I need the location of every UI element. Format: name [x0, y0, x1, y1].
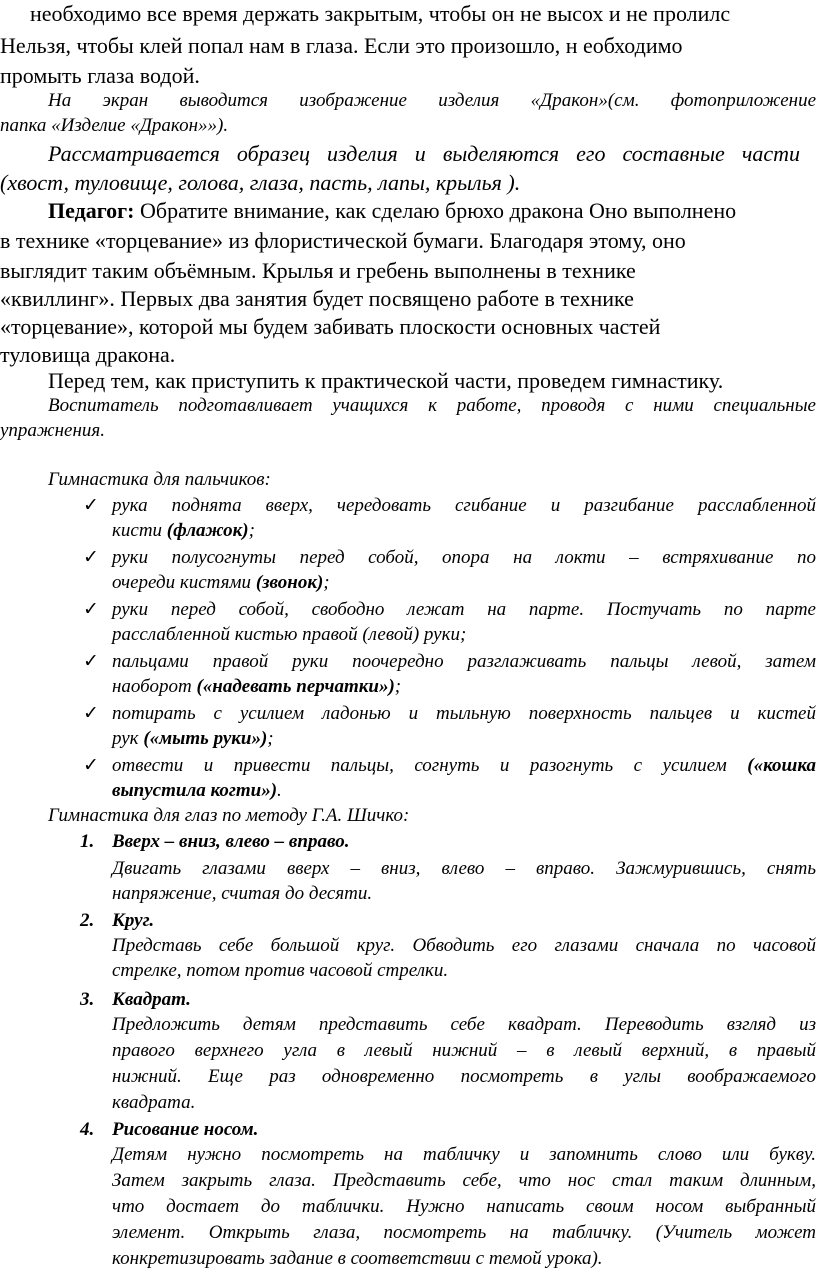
finger-gym-title: Гимнастика для пальчиков: — [48, 469, 271, 490]
teacher-line-2: в технике «торцевание» из флористической бумаги. Благодаря этому, оно — [0, 228, 686, 253]
eye-item-4-heading: Рисование носом. — [112, 1119, 259, 1140]
teacher-line-3: выглядит таким объёмным. Крылья и гребень выполнены в технике — [0, 258, 636, 283]
eye-item-1-line-2: напряжение, считая до десяти. — [112, 883, 373, 904]
intro-line-3: промыть глаза водой. — [0, 63, 200, 88]
eye-item-3-number: 3. — [80, 989, 95, 1010]
teacher-label: Педагог: — [48, 198, 135, 223]
eye-item-2-line-1: Представь себе большой круг. Обводить его глазами сначала по часовой — [112, 935, 816, 956]
checkmark-icon: ✓ — [83, 754, 99, 776]
eye-item-4-line-4: элемент. Открыть глаза, посмотреть на табличку. (Учитель может — [112, 1222, 816, 1243]
eye-item-4-line-1: Детям нужно посмотреть на табличку и запомнить слово или букву. — [112, 1144, 816, 1165]
finger-item-4-line-2: наоборот («надевать перчатки»); — [112, 676, 402, 697]
eye-item-1-heading: Вверх – вниз, влево – вправо. — [112, 831, 350, 852]
parts-note-line-1: Рассматривается образец изделия и выделяются его составные части — [48, 141, 800, 166]
parts-note-line-2: (хвост, туловище, голова, глаза, пасть, лапы, крылья ). — [0, 170, 521, 195]
finger-item-2-line-2: очереди кистями (звонок); — [112, 572, 330, 593]
finger-item-1-line-2: кисти (флажок); — [112, 520, 255, 541]
eye-item-4-line-3: что достает до таблички. Нужно написать своим носом выбранный — [112, 1196, 816, 1217]
checkmark-icon: ✓ — [83, 702, 99, 724]
finger-item-1-line-1: рука поднята вверх, чередовать сгибание и разгибание расслабленной — [112, 495, 816, 516]
eye-gym-title: Гимнастика для глаз по методу Г.А. Шичко: — [48, 805, 410, 826]
teacher-line-6: туловища дракона. — [0, 342, 176, 367]
finger-item-6-line-1: отвести и привести пальцы, согнуть и разогнуть с усилием («кошка — [112, 755, 816, 776]
teacher-line-7: Перед тем, как приступить к практической части, проведем гимнастику. — [48, 368, 724, 393]
finger-item-5-line-2: рук («мыть руки»); — [112, 728, 274, 749]
teacher-line-1 — [48, 197, 736, 225]
finger-item-4-line-1: пальцами правой руки поочередно разглаживать пальцы левой, затем — [112, 651, 816, 672]
educator-note-line-2: упражнения. — [0, 420, 105, 441]
eye-item-2-line-2: стрелке, потом против часовой стрелки. — [112, 960, 449, 981]
eye-item-3-line-1: Предложить детям представить себе квадрат. Переводить взгляд из — [112, 1014, 816, 1035]
finger-item-2-line-1: руки полусогнуты перед собой, опора на локти – встряхивание по — [112, 547, 816, 568]
teacher-line-5: «торцевание», которой мы будем забивать плоскости основных частей — [0, 314, 661, 339]
screen-note-line-2: папка «Изделие «Дракон»»). — [0, 115, 229, 136]
eye-item-2-number: 2. — [80, 910, 95, 931]
checkmark-icon: ✓ — [83, 494, 99, 516]
eye-item-3-line-3: нижний. Еще раз одновременно посмотреть в углы воображаемого — [112, 1066, 816, 1087]
intro-line-1: необходимо все время держать закрытым, чтобы он не высох и не пролилс — [30, 1, 731, 26]
finger-item-3-line-2: расслабленной кистью правой (левой) руки; — [112, 624, 467, 645]
screen-note-line-1: На экран выводится изображение изделия «Дракон»(см. фотоприложение — [48, 90, 816, 111]
eye-item-4-number: 4. — [80, 1119, 95, 1140]
eye-item-3-line-4: квадрата. — [112, 1092, 196, 1113]
eye-item-3-line-2: правого верхнего угла в левый нижний – в левый верхний, в правый — [112, 1040, 816, 1061]
teacher-line-4: «квиллинг». Первых два занятия будет посвящено работе в технике — [0, 286, 634, 311]
eye-item-4-line-2: Затем закрыть глаза. Представить себе, что нос стал таким длинным, — [112, 1170, 816, 1191]
finger-item-5-line-1: потирать с усилием ладонью и тыльную поверхность пальцев и кистей — [112, 703, 816, 724]
finger-item-3-line-1: руки перед собой, свободно лежат на парте. Постучать по парте — [112, 599, 816, 620]
checkmark-icon: ✓ — [83, 650, 99, 672]
eye-item-3-heading: Квадрат. — [112, 989, 191, 1010]
eye-item-2-heading: Круг. — [112, 910, 155, 931]
teacher-text-1: Обратите внимание, как сделаю брюхо дракона Оно выполнено — [134, 198, 737, 223]
educator-note-line-1: Воспитатель подготавливает учащихся к работе, проводя с ними специальные — [48, 395, 816, 416]
eye-item-1-line-1: Двигать глазами вверх – вниз, влево – вправо. Зажмурившись, снять — [112, 858, 816, 879]
eye-item-1-number: 1. — [80, 831, 95, 852]
eye-item-4-line-5: конкретизировать задание в соответствии с темой урока). — [112, 1248, 603, 1269]
finger-item-6-line-2: выпустила когти»). — [112, 780, 282, 801]
checkmark-icon: ✓ — [83, 546, 99, 568]
checkmark-icon: ✓ — [83, 598, 99, 620]
intro-line-2: Нельзя, чтобы клей попал нам в глаза. Если это произошло, н еобходимо — [0, 33, 683, 58]
